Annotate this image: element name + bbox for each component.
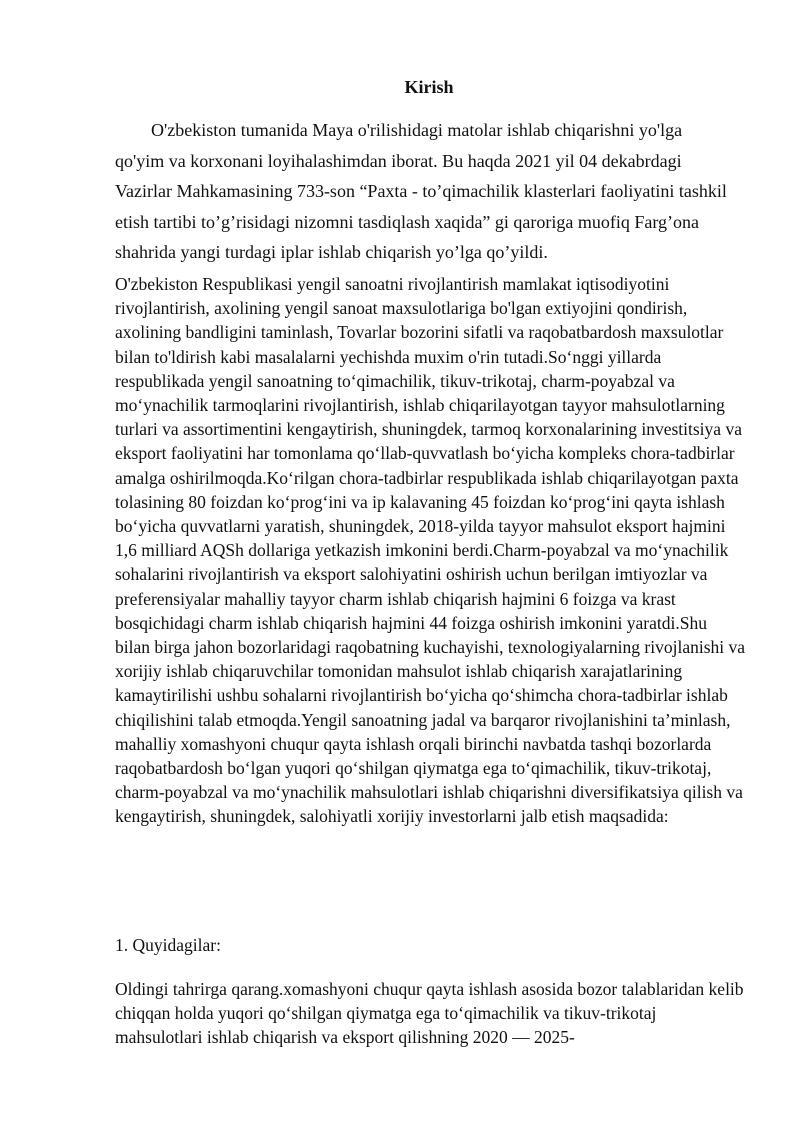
main-paragraph: O'zbekiston Respublikasi yengil sanoatni rivojlantirish mamlakat iqtisodiyotini rivojlantirish, axolining yengil sanoat maxsulotlariga bo'lgan extiyojini qondirish, axolining bandligini taminlash, Tovarlar bozorini sifatli va raqobatbardosh maxsulotlar bilan to'ldirish kabi masalalarni yechishda muxim o'rin tutadi.So‘nggi yillarda respublikada yengil sanoatning to‘qimachilik, tikuv-trikotaj, charm-poyabzal va mo‘ynachilik tarmoqlarini rivojlantirish, ishlab chiqarilayotgan tayyor mahsulotlarning turlari va assortimentini kengaytirish, shuningdek, tarmoq korxonalarining investitsiya va eksport faoliyatini har tomonlama qo‘llab-quvvatlash bo‘yicha kompleks chora-tadbirlar amalga oshirilmoqda.Ko‘rilgan chora-tadbirlar respublikada ishlab chiqarilayotgan paxta tolasining 80 foizdan ko‘prog‘ini va ip kalavaning 45 foizdan ko‘prog‘ini qayta ishlash bo‘yicha quvvatlarni yaratish, shuningdek, 2018-yilda tayyor mahsulot eksport hajmini 1,6 milliard AQSh dollariga yetkazish imkonini berdi.Charm-poyabzal va mo‘ynachilik sohalarini rivojlantirish va eksport salohiyatini oshirish uchun berilgan imtiyozlar va preferensiyalar mahalliy tayyor charm ishlab chiqarish hajmini 6 foizga va krast bosqichidagi charm ishlab chiqarish hajmini 44 foizga oshirish imkonini yaratdi.Shu bilan birga jahon bozorlaridagi raqobatning kuchayishi, texnologiyalarning rivojlanishi va xorijiy ishlab chiqaruvchilar tomonidan mahsulot ishlab chiqarish xarajatlarining kamaytirilishi ushbu sohalarni rivojlantirish bo‘yicha qo‘shimcha chora-tadbirlar ishlab chiqilishini talab etmoqda.Yengil sanoatning jadal va barqaror rivojlanishini ta’minlash, mahalliy xomashyoni chuqur qayta ishlash orqali birinchi navbatda tashqi bozorlarda raqobatbardosh bo‘lgan yuqori qo‘shilgan qiymatga ega to‘qimachilik, tikuv-trikotaj, charm-poyabzal va mo‘ynachilik mahsulotlari ishlab chiqarishni diversifikatsiya qilish va kengaytirish, shuningdek, salohiyatli xorijiy investorlarni jalb etish maqsadida: — [115, 274, 746, 827]
intro-paragraph: O'zbekiston tumanida Maya o'rilishidagi matolar ishlab chiqarishni yo'lga qo'yim va korxonani loyihalashimdan iborat. Bu haqda 2021 yil 04 dekabrdagi Vazirlar Mahkamasining 733-son “Paxta - to’qimachilik klasterlari faoliyatini tashkil etish tartibi to’g’risidagi nizomni tasdiqlash xaqida” gi qaroriga muofiq Farg’ona shahrida yangi turdagi iplar ishlab chiqarish yo’lga qo’yildi. — [115, 120, 727, 262]
tail-paragraph: Oldingi tahrirga qarang.xomashyoni chuqur qayta ishlash asosida bozor talablaridan kelib chiqqan holda yuqori qo‘shilgan qiymatga ega to‘qimachilik va tikuv-trikotaj mahsulotlari ishlab chiqarish va eksport qilishning 2020 — 2025- — [115, 979, 744, 1048]
list-item: 1. Quyidagilar: — [115, 935, 221, 955]
document-title: Kirish — [404, 77, 454, 97]
